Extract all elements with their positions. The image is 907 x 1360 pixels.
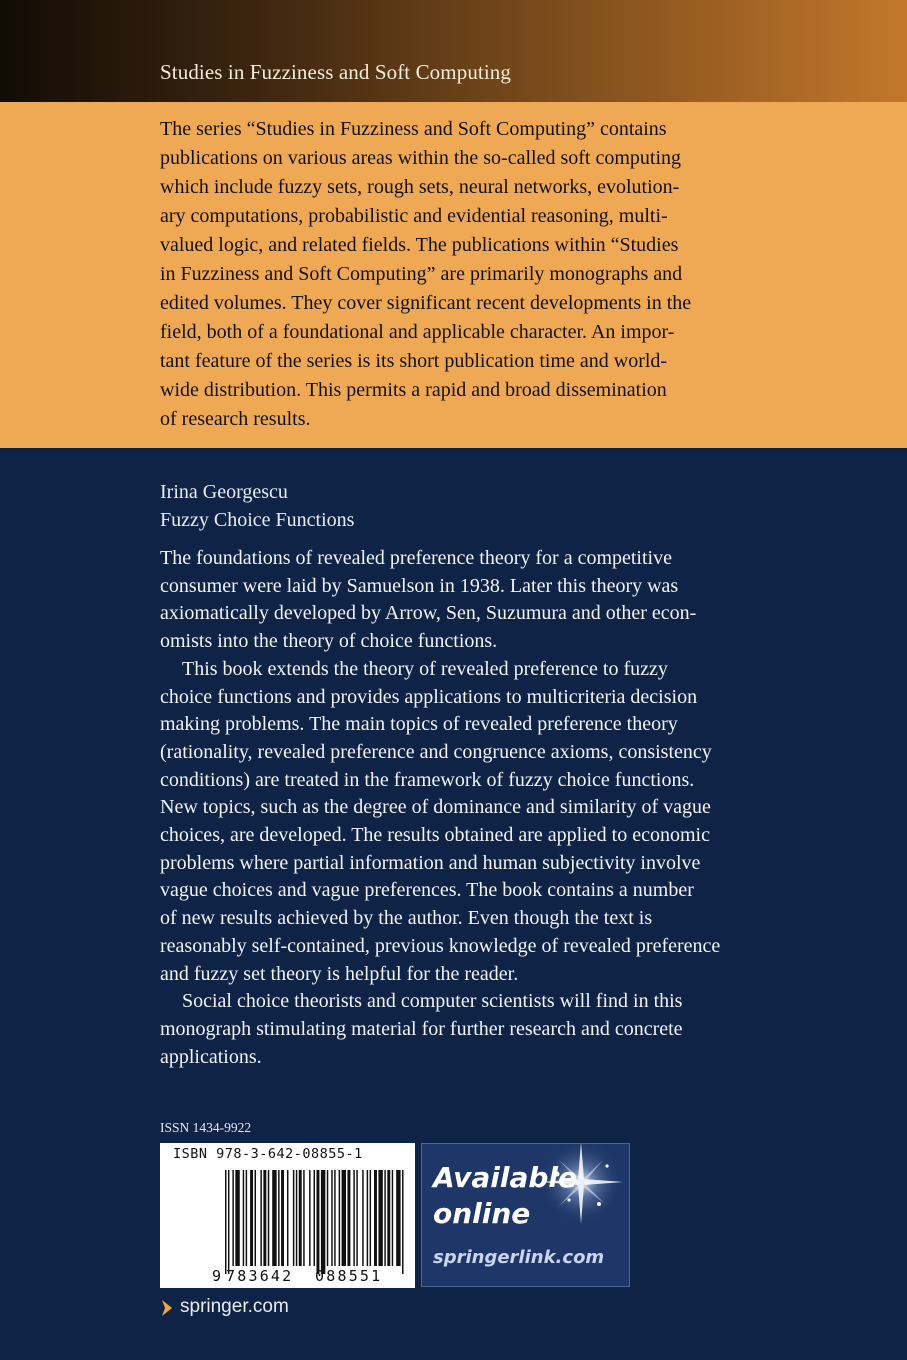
barcode-bar <box>353 1170 354 1266</box>
barcode-bar <box>287 1170 288 1266</box>
springerlink-link[interactable]: springerlink.com <box>433 1247 605 1268</box>
barcode-bar <box>367 1170 368 1266</box>
blurb-line: consumer were laid by Samuelson in 1938. Later this theory was <box>160 574 679 597</box>
author-name: Irina Georgescu <box>160 481 288 503</box>
barcode-bar <box>250 1170 253 1266</box>
barcode-bar <box>392 1170 393 1266</box>
blurb-line: and fuzzy set theory is helpful for the reader. <box>160 962 519 985</box>
blurb-line: (rationality, revealed preference and congruence axioms, consistency <box>160 740 712 763</box>
blurb-line: of new results achieved by the author. Even though the text is <box>160 907 653 930</box>
blurb-line: omists into the theory of choice functions. <box>160 630 498 653</box>
barcode-bar <box>374 1170 377 1266</box>
barcode-bar <box>272 1170 276 1266</box>
series-title: Studies in Fuzziness and Soft Computing <box>160 60 511 84</box>
barcode-bar <box>246 1170 247 1266</box>
barcode-bar <box>260 1170 261 1266</box>
chevron-right-icon <box>160 1299 174 1317</box>
barcode-bar <box>278 1170 279 1266</box>
issn-number: ISSN 1434-9922 <box>160 1120 252 1135</box>
barcode-bar <box>263 1170 266 1266</box>
series-description-line: field, both of a foundational and applicable character. An impor- <box>160 321 675 343</box>
barcode-bar <box>235 1170 239 1266</box>
book-title: Fuzzy Choice Functions <box>160 509 355 531</box>
blurb-line: applications. <box>160 1045 262 1068</box>
series-description-line: which include fuzzy sets, rough sets, neural networks, evolution- <box>160 176 680 198</box>
blurb-line: axiomatically developed by Arrow, Sen, Suzumura and other econ- <box>160 602 697 625</box>
barcode-bar <box>347 1170 350 1266</box>
barcode-bar <box>268 1170 269 1266</box>
blurb-line: Social choice theorists and computer scientists will find in this <box>182 990 683 1013</box>
series-description-line: valued logic, and related fields. The publications within “Studies <box>160 234 679 256</box>
blurb-line: conditions) are treated in the framework of fuzzy choice functions. <box>160 768 695 791</box>
available-online-badge[interactable] <box>421 1143 630 1287</box>
blurb-line: reasonably self-contained, previous knowledge of revealed preference <box>160 934 721 957</box>
barcode-bar <box>370 1170 371 1266</box>
series-description-line: tant feature of the series is its short publication time and world- <box>160 350 668 372</box>
blurb-line: choice functions and provides applications to multicriteria decision <box>160 685 698 708</box>
barcode-bar <box>356 1170 357 1266</box>
barcode-digits <box>160 1267 415 1287</box>
barcode-bar <box>314 1170 315 1266</box>
series-description-line: of research results. <box>160 408 311 430</box>
series-description-line: The series “Studies in Fuzziness and Soft Computing” contains <box>160 118 667 140</box>
isbn-barcode <box>160 1143 415 1288</box>
barcode-bar <box>316 1170 319 1274</box>
barcode-bar <box>331 1170 332 1266</box>
series-description-line: wide distribution. This permits a rapid and broad dissemination <box>160 379 667 401</box>
available-line: Available <box>433 1161 578 1194</box>
barcode-bar <box>243 1170 244 1266</box>
barcode-bar <box>378 1170 382 1266</box>
series-description-line: in Fuzziness and Soft Computing” are primarily monographs and <box>160 263 683 285</box>
barcode-bar <box>342 1170 346 1266</box>
book-blurb <box>160 545 810 1071</box>
series-description <box>160 115 790 434</box>
barcode-bar <box>402 1170 403 1274</box>
barcode-bar <box>396 1170 400 1266</box>
barcode-first-digit: 9 <box>212 1267 222 1285</box>
barcode-left-group: 783642 <box>226 1267 294 1285</box>
barcode-bar <box>362 1170 363 1266</box>
barcode-bar <box>281 1170 284 1266</box>
barcode-bar <box>293 1170 294 1266</box>
blurb-line: monograph stimulating material for further research and concrete <box>160 1017 683 1040</box>
springer-url: springer.com <box>180 1296 289 1317</box>
barcode-bar <box>327 1170 328 1266</box>
barcode-bar <box>296 1170 297 1266</box>
barcode-bar <box>228 1170 229 1274</box>
barcode-bar <box>387 1170 390 1266</box>
blurb-line: making problems. The main topics of revealed preference theory <box>160 713 678 736</box>
barcode-bar <box>299 1170 302 1266</box>
barcode-bar <box>225 1170 226 1274</box>
barcode-bar <box>334 1170 335 1266</box>
barcode-bar <box>255 1170 256 1266</box>
series-header-band <box>0 0 907 102</box>
blurb-line: choices, are developed. The results obtained are applied to economic <box>160 824 710 847</box>
blurb-line: vague choices and vague preferences. The book contains a number <box>160 879 694 902</box>
blurb-line: The foundations of revealed preference theory for a competitive <box>160 547 672 569</box>
barcode-right-group: 088551 <box>315 1267 383 1285</box>
barcode-bar <box>339 1170 340 1266</box>
series-description-line: publications on various areas within the so-called soft computing <box>160 147 681 169</box>
barcode-bar <box>232 1170 233 1266</box>
barcode-bar <box>303 1170 304 1266</box>
blurb-line: This book extends the theory of revealed preference to fuzzy <box>182 657 668 680</box>
blurb-line: New topics, such as the degree of dominance and similarity of vague <box>160 796 711 819</box>
barcode-bar <box>321 1170 325 1274</box>
series-description-line: ary computations, probabilistic and evidential reasoning, multi- <box>160 205 668 227</box>
isbn-number: ISBN 978-3-642-08855-1 <box>173 1146 363 1162</box>
online-line: online <box>433 1197 531 1230</box>
barcode-bar <box>384 1170 385 1266</box>
available-online-text <box>433 1160 577 1232</box>
blurb-line: problems where partial information and human subjectivity involve <box>160 851 701 874</box>
barcode-bar <box>309 1170 310 1266</box>
series-description-line: edited volumes. They cover significant recent developments in the <box>160 292 692 314</box>
